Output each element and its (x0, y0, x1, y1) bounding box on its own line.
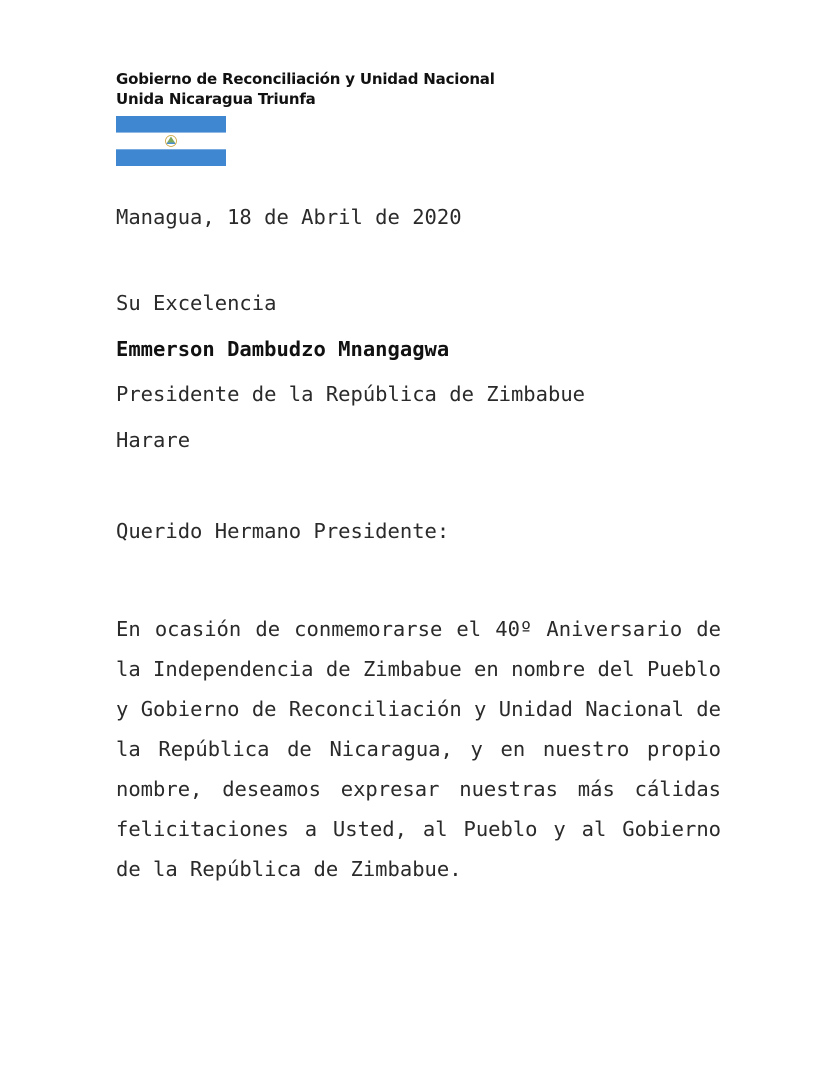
letter-body: En ocasión de conmemorarse el 40º Aniversario de la Independencia de Zimbabue en nombre del Pueblo y Gobierno de Reconciliación y Unidad Nacional de la República de Nicaragua, y en nuestro propio nombre, deseamos expresar nuestras más cálidas felicitaciones a Usted, al Pueblo y al Gobierno de la República de Zimbabue. (116, 617, 721, 881)
letterhead (116, 69, 495, 109)
letterhead-slogan: Unida Nicaragua Triunfa (116, 90, 316, 108)
recipient-position: Presidente de la República de Zimbabue (116, 382, 585, 406)
recipient-name: Emmerson Dambudzo Mnangagwa (116, 337, 450, 361)
salutation-title: Su Excelencia (116, 291, 277, 315)
nicaragua-flag-icon (116, 116, 226, 166)
recipient-city: Harare (116, 428, 191, 452)
place-and-date: Managua, 18 de Abril de 2020 (116, 205, 462, 229)
greeting: Querido Hermano Presidente: (116, 519, 450, 543)
letterhead-government-name: Gobierno de Reconciliación y Unidad Nacional (116, 70, 495, 88)
